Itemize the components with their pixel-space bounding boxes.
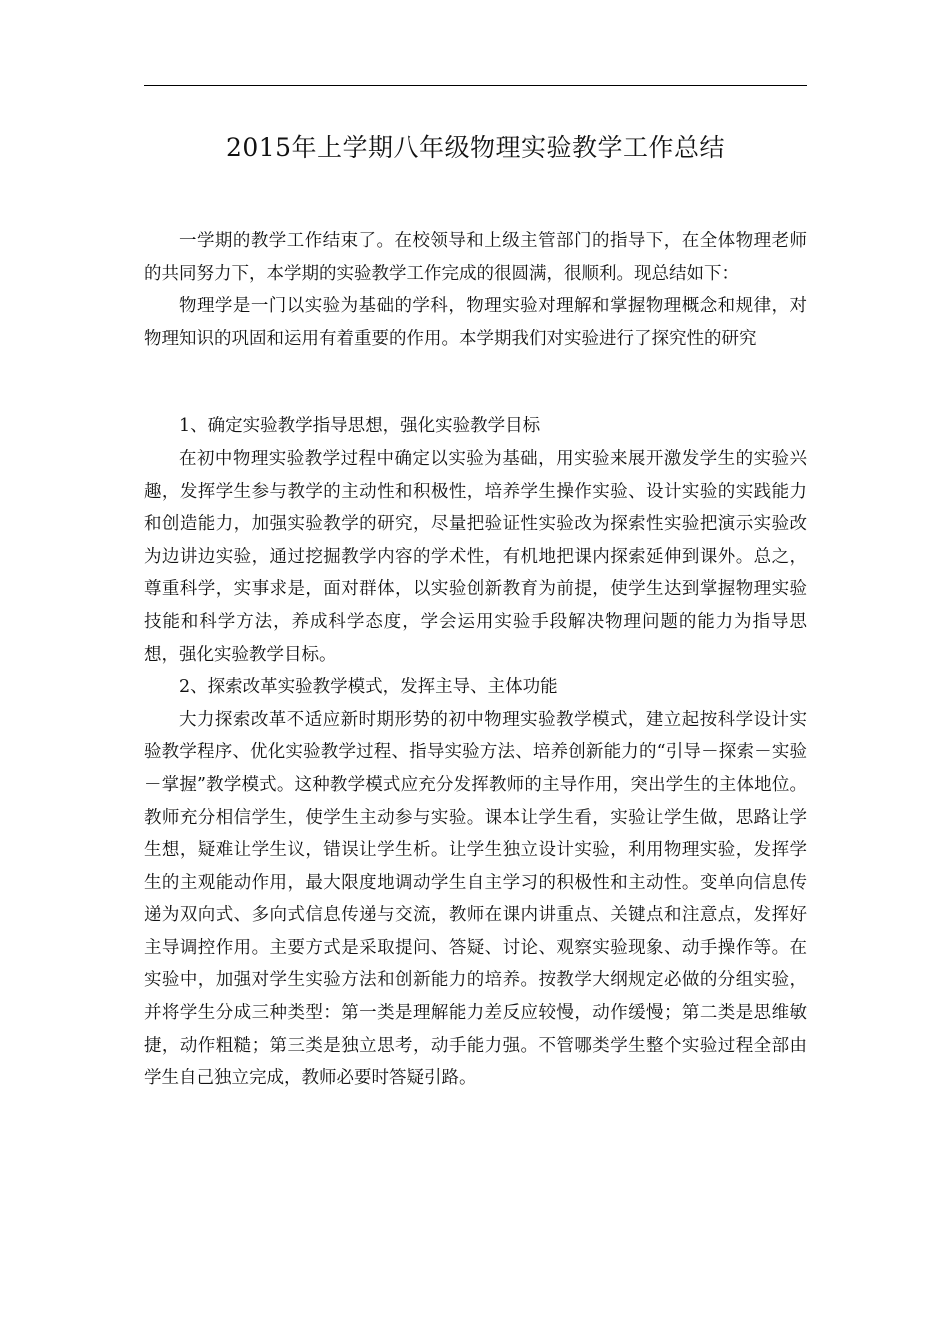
document-body xyxy=(144,225,807,1095)
header-rule xyxy=(144,85,807,86)
intro-paragraph: 一学期的教学工作结束了。在校领导和上级主管部门的指导下，在全体物理老师的共同努力下，本学期的实验教学工作完成的很圆满，很顺利。现总结如下： xyxy=(144,231,807,284)
section-paragraph: 在初中物理实验教学过程中确定以实验为基础，用实验来展开激发学生的实验兴趣，发挥学生参与教学的主动性和积极性，培养学生操作实验、设计实验的实践能力和创造能力，加强实验教学的研究，尽量把验证性实验改为探索性实验把演示实验改为边讲边实验，通过挖掘教学内容的学术性，有机地把课内探索延伸到课外。总之，尊重科学，实事求是，面对群体，以实验创新教育为前提，使学生达到掌握物理实验技能和科学方法，养成科学态度，学会运用实验手段解决物理问题的能力为指导思想，强化实验教学目标。 xyxy=(144,448,807,665)
section-paragraph: 大力探索改革不适应新时期形势的初中物理实验教学模式，建立起按科学设计实验教学程序、优化实验教学过程、指导实验方法、培养创新能力的“引导－探索－实验－掌握”教学模式。这种教学模式应充分发挥教师的主导作用，突出学生的主体地位。教师充分相信学生，使学生主动参与实验。课本让学生看，实验让学生做，思路让学生想，疑难让学生议，错误让学生析。让学生独立设计实验，利用物理实验，发挥学生的主观能动作用，最大限度地调动学生自主学习的积极性和主动性。变单向信息传递为双向式、多向式信息传递与交流，教师在课内讲重点、关键点和注意点，发挥好主导调控作用。主要方式是采取提问、答疑、讨论、观察实验现象、动手操作等。在实验中，加强对学生实验方法和创新能力的培养。按教学大纲规定必做的分组实验，并将学生分成三种类型：第一类是理解能力差反应较慢，动作缓慢；第二类是思维敏捷，动作粗糙；第三类是独立思考，动手能力强。不管哪类学生整个实验过程全部由学生自己独立完成，教师必要时答疑引路。 xyxy=(144,709,807,1089)
section-heading: 1、确定实验教学指导思想，强化实验教学目标 xyxy=(179,416,541,437)
section-gap xyxy=(144,355,807,410)
section-heading: 2、探索改革实验教学模式，发挥主导、主体功能 xyxy=(179,677,558,698)
intro-paragraph: 物理学是一门以实验为基础的学科，物理实验对理解和掌握物理概念和规律，对物理知识的巩固和运用有着重要的作用。本学期我们对实验进行了探究性的研究 xyxy=(144,296,807,349)
document-title: 2015年上学期八年级物理实验教学工作总结 xyxy=(225,133,726,162)
